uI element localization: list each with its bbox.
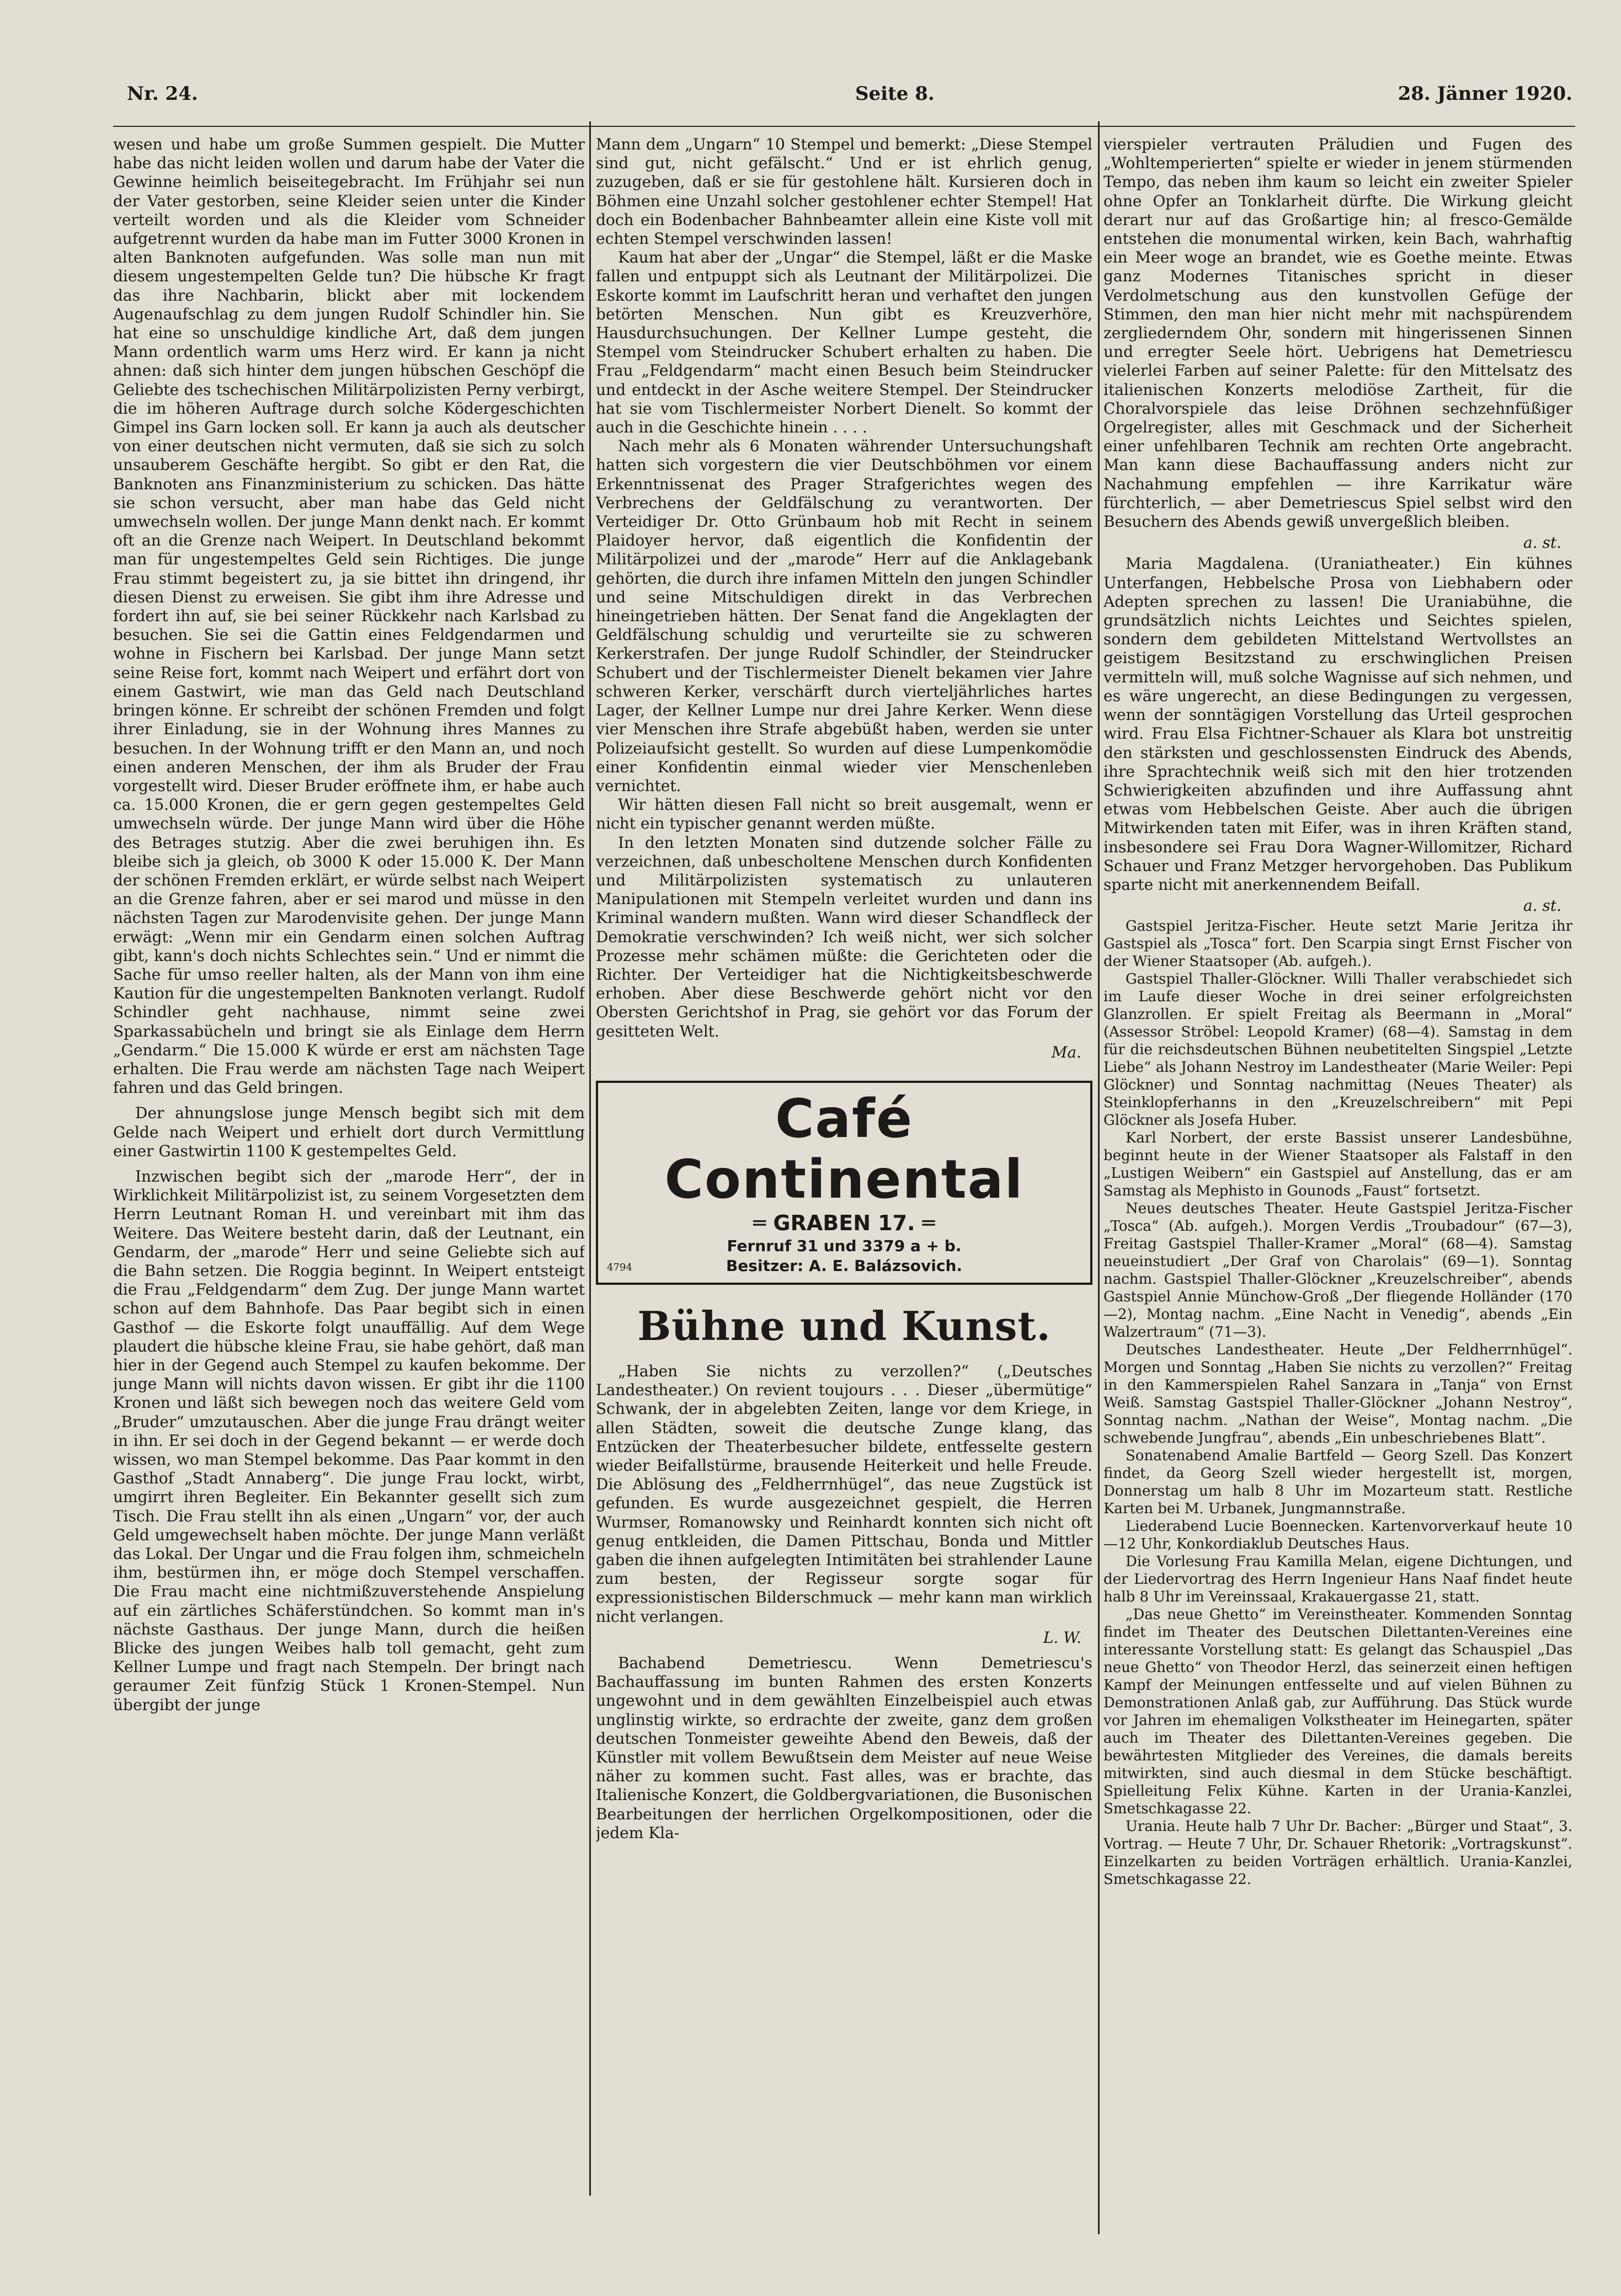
column-2 — [596, 135, 1092, 2231]
notice-paragraph: Die Vorlesung Frau Kamilla Melan, eigene Dichtungen, und der Liedervortrag des Herrn Ingenieur Hans Naaf findet heute halb 8 Uhr im Vereinssaal, Krakauergasse 21, statt. — [1103, 1553, 1572, 1606]
article-paragraph: Nach mehr als 6 Monaten währender Untersuchungshaft hatten sich vorgestern die vier Deutschböhmen vor einem Erkenntnissenat des Prager Strafgerichtes wegen des Verbrechens der Geldfälschung zu verantworten. Der Verteidiger Dr. Otto Grünbaum hob mit Recht in seinem Plaidoyer hervor, daß eigentlich die Konfidentin der Militärpolizei und der „marode“ Herr auf die Anklagebank gehörten, die durch ihre infamen Mitteln den jungen Schindler und seine Mitschuldigen direkt in das Verbrechen hineingetrieben hätten. Der Senat fand die Angeklagten der Geldfälschung schuldig und verurteilte sie zu schweren Kerkerstrafen. Der junge Rudolf Schindler, der Steindrucker Schubert und der Tischlermeister Dienelt bekamen vier Jahre schweren Kerker, verschärft durch vierteljährliches hartes Lager, der Kellner Lumpe nur drei Jahre Kerker. Wenn diese vier Menschen ihre Strafe abgebüßt haben, werden sie unter Polizeiaufsicht gestellt. So wurden auf diese Lumpenkomödie einer Konfidentin einmal wieder vier Menschenleben vernichtet. — [596, 437, 1092, 795]
article-paragraph: Mann dem „Ungarn“ 10 Stempel und bemerkt: „Diese Stempel sind gut, nicht gefälscht.“ Und er ist ehrlich genug, zuzugeben, daß er sie für gestohlene hält. Kursieren doch in Böhmen eine Unzahl solcher gestohlener echter Stempel! Hat doch ein Bodenbacher Bahnbeamter allein eine Kiste voll mit echten Stempel verschwinden lassen! — [596, 135, 1092, 248]
column-1 — [113, 135, 585, 2198]
ad-address: ═ GRABEN 17. ═ — [753, 1210, 935, 1235]
notice-paragraph: Neues deutsches Theater. Heute Gastspiel Jeritza-Fischer „Tosca“ (Ab. aufgeh.). Morgen Verdis „Troubadour“ (67—3), Freitag Gastspiel Thaller-Kramer „Moral“ (68—4). Samstag neueinstudiert „Der Graf von Charolais“ (69—1). Sonntag nachm. Gastspiel Thaller-Glöckner „Kreuzelschreiber“, abends Gastspiel Annie Münchow-Groß „Der fliegende Holländer (170—2), Montag nachm. „Eine Nacht in Venedig“, abends „Ein Walzertraum“ (71—3). — [1103, 1200, 1572, 1341]
column-3 — [1103, 135, 1572, 2231]
author-signature: L. W. — [1043, 1628, 1081, 1647]
column-rule-1 — [589, 121, 591, 2196]
ad-owner: Besitzer: A. E. Balázsovich. — [726, 1256, 963, 1275]
section-title: Bühne und Kunst. — [637, 1302, 1051, 1349]
ad-number: 4794 — [607, 1261, 632, 1273]
review-paragraph: Maria Magdalena. (Uraniatheater.) Ein kühnes Unterfangen, Hebbelsche Prosa von Liebhabern oder Adepten sprechen zu lassen! Die Uraniabühne, die grundsätzlich nichts Leichtes und Seichtes spielen, sondern dem gebildeten Mittelstand Wertvollstes an geistigem Besitzstand zu erschwinglichen Preisen vermitteln will, muß solche Wagnisse auf sich nehmen, und es wäre ungerecht, an diese Bedingungen zu vergessen, wenn der sonntägigen Vorstellung das Urteil gesprochen wird. Frau Elsa Fichtner-Schauer als Klara bot unstreitig den stärksten und geschlossensten Eindruck des Abends, ihre Sprachtechnik weiß sich mit den hier trotzenden Schwierigkeiten abzufinden und ihre Auffassung ahnt etwas vom Hebbelschen Geiste. Aber auch die übrigen Mitwirkenden taten mit Eifer, was in ihren Kräften stand, insbesondere sei Frau Dora Wagner-Willomitzer, Richard Schauer und Franz Metzger hervorgehoben. Das Publikum sparte nicht mit anerkennendem Beifall. — [1103, 554, 1572, 894]
notice-paragraph: Gastspiel Thaller-Glöckner. Willi Thaller verabschiedet sich im Laufe dieser Woche in drei seiner erfolgreichsten Glanzrollen. Er spielt Freitag als Beermann in „Moral“ (Assessor Ströbel: Leopold Kramer) (68—4). Samstag in dem für die reichsdeutschen Bühnen neubetitelten Singspiel „Letzte Liebe“ als Johann Nestroy im Landestheater (Marie Weiler: Pepi Glöckner) und Sonntag nachmittag (Neues Theater) als Steinklopferhanns in den „Kreuzelschreibern“ mit Pepi Glöckner als Josefa Huber. — [1103, 971, 1572, 1129]
article-paragraph: Der ahnungslose junge Mensch begibt sich mit dem Gelde nach Weipert und erhielt dort durch Vermittlung einer Gastwirtin 1100 K gestempeltes Geld. — [113, 1104, 585, 1160]
notice-paragraph: Urania. Heute halb 7 Uhr Dr. Bacher: „Bürger und Staat“, 3. Vortrag. — Heute 7 Uhr, Dr. Schauer Rhetorik: „Vortragskunst“. Einzelkarten zu beiden Vorträgen erhältlich. Urania-Kanzlei, Smetschkagasse 22. — [1103, 1818, 1572, 1888]
page-number: Seite 8. — [855, 83, 935, 105]
review-paragraph: Bachabend Demetriescu. Wenn Demetriescu's Bachauffassung im bunten Rahmen des ersten Konzerts ungewohnt und in dem gewählten Einzelbeispiel auch etwas unglinstig wirkte, so erdrachte der zweite, ganz dem großen deutschen Tonmeister geweihte Abend den Beweis, daß der Künstler mit vollem Bewußtsein dem Meister auf neue Weise näher zu kommen sucht. Fast alles, was er brachte, das Italienische Konzert, die Goldbergvariationen, die Busonischen Bearbeitungen der herrlichen Orgelkompositionen, oder die jedem Kla- — [596, 1654, 1092, 1842]
column-rule-2 — [1098, 121, 1100, 2234]
article-paragraph: Inzwischen begibt sich der „marode Herr“, der in Wirklichkeit Militärpolizist ist, zu seinem Vorgesetzten dem Herrn Leutnant Roman H. und vereinbart mit ihm das Weitere. Das Weitere besteht darin, daß der Leutnant, ein Gendarm, der „marode“ Herr und seine Geliebte sich auf die Bahn setzen. Die Roggia beginnt. In Weipert entsteigt die Frau „Feldgendarm“ dem Zug. Der junge Mann wartet schon auf dem Bahnhofe. Das Paar begibt sich in einen Gasthof — die Eskorte folgt unauffällig. Auf dem Wege plaudert die hübsche kleine Frau, sie habe gehört, daß man hier in der Gegend auch Stempel zu kaufen bekomme. Der junge Mann will nichts davon wissen. Er gibt ihr die 1100 Kronen und läßt sich bewegen noch das weitere Geld vom „Bruder“ umzutauschen. Aber die junge Frau drängt weiter in ihn. Er sei doch in der Gegend bekannt — er werde doch wissen, wo man Stempel bekomme. Das Paar kommt in den Gasthof „Stadt Annaberg“. Die junge Frau lockt, wirbt, umgirrt ihren Begleiter. Ein Bekannter gesellt sich zum Tisch. Die Frau stellt ihn als einen „Ungarn“ vor, der auch Geld umgewechselt haben möchte. Der junge Mann verläßt das Lokal. Der Ungar und die Frau folgen ihm, schmeicheln ihm, bestürmen ihn, er möge doch Stempel verschaffen. Die Frau macht eine nichtmißzuverstehende Anspielung auf ein zärtliches Schäferstündchen. So kommt man in's nächste Gasthaus. Der junge Mann, durch die heißen Blicke des jungen Weibes halb toll gemacht, geht zum Kellner Lumpe und fragt nach Stempeln. Der bringt nach geraumer Zeit fünfzig Stück 1 Kronen-Stempel. Nun übergibt der junge — [113, 1167, 585, 1714]
notice-paragraph: Deutsches Landestheater. Heute „Der Feldherrnhügel“. Morgen und Sonntag „Haben Sie nichts zu verzollen?“ Freitag in den Kammerspielen Rahel Sanzara in „Tanja“ von Ernst Weiß. Samstag Gastspiel Thaller-Glöckner „Johann Nestroy“, Sonntag nachm. „Nathan der Weise“, Montag nachm. „Die schwebende Jungfrau“, abends „Ein unbeschriebenes Blatt“. — [1103, 1342, 1572, 1447]
ad-phone: Fernruf 31 und 3379 a + b. — [727, 1236, 962, 1255]
author-signature: a. st. — [1523, 533, 1561, 552]
issue-date: 28. Jänner 1920. — [1398, 83, 1572, 105]
header-rule — [113, 126, 1575, 127]
article-paragraph: Wir hätten diesen Fall nicht so breit ausgemalt, wenn er nicht ein typischer genannt werden müßte. — [596, 795, 1092, 833]
issue-number: Nr. 24. — [127, 83, 198, 105]
notice-paragraph: Gastspiel Jeritza-Fischer. Heute setzt Marie Jeritza ihr Gastspiel als „Tosca“ fort. Den Scarpia singt Ernst Fischer von der Wiener Staatsoper (Ab. aufgeh.). — [1103, 918, 1572, 970]
author-signature: a. st. — [1523, 896, 1561, 915]
cafe-advertisement — [596, 1081, 1092, 1285]
review-paragraph: vierspieler vertrauten Präludien und Fugen des „Wohltemperierten“ spielte er wieder in jenem stürmenden Tempo, das neben ihm kaum so leicht ein zweiter Spieler ohne Opfer an Tonklarheit dürfte. Die Wirkung gleicht derart nur auf das Großartige hin; al fresco-Gemälde entstehen die monumental wirken, kein Bach, wahrhaftig ein Meer woge an brandet, wie es Goethe meinte. Etwas ganz Modernes Titanisches spricht in dieser Verdolmetschung aus den kunstvollen Gefüge der Stimmen, den man hier nicht mehr mit nachspürendem zergliederndem Ohr, sondern mit hingerissenen Sinnen und erregter Seele hört. Uebrigens hat Demetriescu vielerlei Farben auf seiner Palette: für den Mittelsatz des italienischen Konzerts melodiöse Zartheit, für die Choralvorspiele das leise Dröhnen sechzehnfüßiger Orgelregister, alles mit Geschmack und der Sicherheit einer unfehlbaren Technik am rechten Orte angebracht. Man kann diese Bachauffassung anders nicht zur Nachahmung empfehlen — ihre Karrikatur wäre fürchterlich, — aber Demetriescus Spiel selbst wird den Besuchern des Abends gewiß unvergeßlich bleiben. — [1103, 135, 1572, 531]
article-paragraph: In den letzten Monaten sind dutzende solcher Fälle zu verzeichnen, daß unbescholtene Menschen durch Konfidenten und Militärpolizisten systematisch zu unlauteren Manipulationen mit Stempeln verleitet wurden und dann ins Kriminal wandern mußten. Wann wird dieser Schandfleck der Demokratie verschwinden? Ich weiß nicht, wer sich solcher Prozesse mehr schämen müßte: die Gerichteten oder die Richter. Der Verteidiger hat die Nichtigkeitsbeschwerde erhoben. Aber diese Beschwerde gehört nicht vor den Obersten Gerichtshof in Prag, sie gehört vor das Forum der gesitteten Welt. — [596, 833, 1092, 1040]
notice-paragraph: Sonatenabend Amalie Bartfeld — Georg Szell. Das Konzert findet, da Georg Szell wieder hergestellt ist, morgen, Donnerstag um halb 8 Uhr im Mozarteum statt. Restliche Karten bei M. Urbanek, Jungmannstraße. — [1103, 1448, 1572, 1518]
notice-paragraph: Karl Norbert, der erste Bassist unserer Landesbühne, beginnt heute in der Wiener Staatsoper als Falstaff in den „Lustigen Weibern“ ein Gastspiel auf Anstellung, das er am Samstag als Mephisto in Gounods „Faust“ fortsetzt. — [1103, 1130, 1572, 1200]
review-paragraph: „Haben Sie nichts zu verzollen?“ („Deutsches Landestheater.) On revient toujours . . . Dieser „übermütige“ Schwank, der in abgelebten Zeiten, lange vor dem Kriege, in allen Städten, soweit die deutsche Zunge klang, das Entzücken der Theaterbesucher bildete, entfesselte gestern wieder Beifallstürme, brausende Heiterkeit und helle Freude. Die Ablösung des „Feldherrnhügel“, das neue Zugstück ist gefunden. Es wurde ausgezeichnet gespielt, die Herren Wurmser, Romanowsky und Reinhardt konnten sich nicht oft genug entkleiden, die Damen Pittschau, Bonda und Mittler gaben die ihnen aufgelegten Intimitäten bei strahlender Laune zum besten, der Regisseur sorgte sogar für expressionistischen Bilderschmuck — mehr kann man wirklich nicht verlangen. — [596, 1361, 1092, 1626]
ad-cafe-name: Café Continental — [664, 1087, 1024, 1210]
article-paragraph: wesen und habe um große Summen gespielt. Die Mutter habe das nicht leiden wollen und darum habe der Vater die Gewinne heimlich beiseitegebracht. Im Frühjahr sei nun der Vater gestorben, seine Kleider seien unter die Kinder verteilt worden und als die Kleider vom Schneider aufgetrennt wurden da habe man im Futter 3000 Kronen in alten Banknoten aufgefunden. Was solle man nun mit diesem ungestempelten Gelde tun? Die hübsche Kr fragt das ihre Nachbarin, blickt aber mit lockendem Augenaufschlag zu dem jungen Rudolf Schindler hin. Sie hat eine so unschuldige kindliche Art, daß dem jungen Mann ordentlich warm ums Herz wird. Er kann ja nicht ahnen: daß sich hinter dem jungen hübschen Geschöpf die Geliebte des tschechischen Militärpolizisten Perny verbirgt, die im höheren Auftrage durch solche Ködergeschichten Gimpel ins Garn locken soll. Er kann ja auch als deutscher von einer deutschen nicht vermuten, daß sie sich zu solch unsauberem Geschäfte hergibt. So gibt er den Rat, die Banknoten ans Finanzministerium zu schicken. Das hätte sie schon versucht, aber man habe das Geld nicht umwechseln wollen. Der junge Mann denkt nach. Er kommt oft an die Grenze nach Weipert. In Deutschland bekommt man für ungestempeltes Geld sein Richtiges. Die junge Frau stimmt begeistert zu, ja sie bittet ihn dringend, ihr diesen Dienst zu erweisen. Sie gibt ihm ihre Adresse und fordert ihn auf, sie bei seiner Rückkehr nach Karlsbad zu besuchen. Sie sei die Gattin eines Feldgendarmen und wohne in Fischern bei Karlsbad. Der junge Mann setzt seine Reise fort, kommt nach Weipert und erfährt dort von einem Gastwirt, wie man das Geld nach Deutschland bringen könne. Er schreibt der schönen Fremden und folgt ihrer Einladung, sie in der Wohnung ihres Mannes zu besuchen. In der Wohnung trifft er den Mann an, und noch einen anderen Menschen, der ihm als Bruder der Frau vorgestellt wird. Dieser Bruder eröffnete ihm, er habe auch ca. 15.000 Kronen, die er gern gegen gestempeltes Geld umwechseln würde. Der junge Mann wird über die Höhe des Betrages stutzig. Aber die zwei beruhigen ihn. Es bleibe sich ja gleich, ob 3000 K oder 15.000 K. Der Mann der schönen Fremden erklärt, er würde selbst nach Weipert an die Grenze fahren, aber er sei marod und müsse in den nächsten Tagen zur Marodenvisite gehen. Der junge Mann erwägt: „Wenn mir ein Gendarm einen solchen Auftrag gibt, kann's doch nichts Schlechtes sein.“ Und er nimmt die Sache für umso reeller halten, als der Mann von ihm eine Kaution für die ungestempelten Banknoten verlangt. Rudolf Schindler geht nachhause, nimmt seine zwei Sparkassabücheln und bringt sie als Einlage dem Herrn „Gendarm.“ Die 15.000 K würde er erst am nächsten Tage erhalten. Die Frau werde am nächsten Tage nach Weipert fahren und das Geld bringen. — [113, 135, 585, 1097]
author-signature: Ma. — [1051, 1043, 1081, 1061]
notice-paragraph: „Das neue Ghetto“ im Vereinstheater. Kommenden Sonntag findet im Theater des Deutschen Dilettanten-Vereines eine interessante Vorstellung statt: Es gelangt das Schauspiel „Das neue Ghetto“ von Theodor Herzl, das seinerzeit einen heftigen Kampf der Meinungen entfesselte und auf vielen Bühnen zu Demonstrationen Anlaß gab, zur Aufführung. Das Stück wurde vor Jahren im ehemaligen Volkstheater im Heinegarten, später auch im Theater des Dilettanten-Vereines gegeben. Die bewährtesten Mitglieder des Vereines, die damals bereits mitwirkten, sind auch diesmal in dem Stücke beschäftigt. Spielleitung Felix Kühne. Karten in der Urania-Kanzlei, Smetschkagasse 22. — [1103, 1606, 1572, 1818]
notice-paragraph: Liederabend Lucie Boennecken. Kartenvorverkauf heute 10—12 Uhr, Konkordiaklub Deutsches Haus. — [1103, 1518, 1572, 1553]
article-paragraph: Kaum hat aber der „Ungar“ die Stempel, läßt er die Maske fallen und entpuppt sich als Leutnant der Militärpolizei. Die Eskorte kommt im Laufschritt heran und verhaftet den jungen betörten Menschen. Nun gibt es Kreuzverhöre, Hausdurchsuchungen. Der Kellner Lumpe gesteht, die Stempel vom Steindrucker Schubert erhalten zu haben. Die Frau „Feldgendarm“ macht einen Besuch beim Steindrucker und entdeckt in der Asche weitere Stempel. Der Steindrucker hat sie vom Tischlermeister Norbert Dienelt. So kommt der auch in die Geschichte hinein . . . . — [596, 248, 1092, 437]
page-header — [127, 83, 1572, 116]
